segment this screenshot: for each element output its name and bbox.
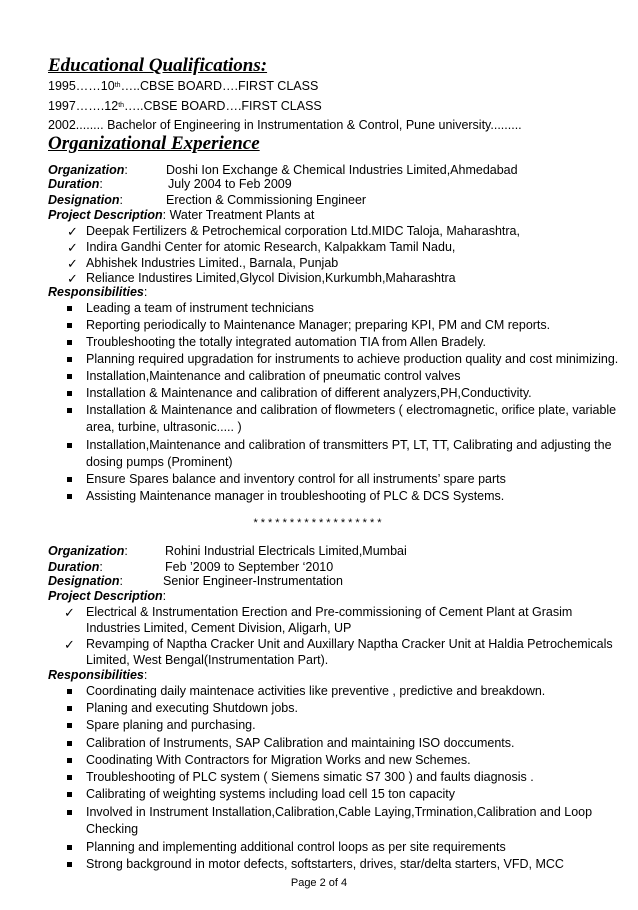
job1-designation-label: Designation: <box>48 193 124 207</box>
bullet-icon <box>67 689 72 694</box>
job1-resp-8-cont: dosing pumps (Prominent) <box>86 455 233 469</box>
check-icon: ✓ <box>67 240 78 255</box>
check-icon: ✓ <box>67 256 78 271</box>
bullet-icon <box>67 845 72 850</box>
job2-designation-label: Designation: <box>48 574 124 588</box>
job1-designation-value: Erection & Commissioning Engineer <box>166 193 367 207</box>
bullet-icon <box>67 706 72 711</box>
job2-resp-8: Involved in Instrument Installation,Calibration,Cable Laying,Trmination,Calibration and Loop <box>86 805 593 819</box>
job1-resp-7-cont: area, turbine, ultrasonic..... ) <box>86 420 242 434</box>
job2-resp-10: Strong background in motor defects, softstarters, drives, star/delta starters, VFD, MCC <box>86 857 564 871</box>
bullet-icon <box>67 374 72 379</box>
page-number: Page 2 of 4 <box>290 877 348 889</box>
job2-project-2-cont: Limited, West Bengal(Instrumentation Part). <box>86 653 329 667</box>
job1-resp-6: Installation & Maintenance and calibration of different analyzers,PH,Conductivity. <box>86 386 532 400</box>
job2-org-label: Organization: <box>48 544 128 558</box>
bullet-icon <box>67 494 72 499</box>
bullet-icon <box>67 323 72 328</box>
job1-project-3: Abhishek Industries Limited., Barnala, Punjab <box>86 256 339 270</box>
job1-org-label: Organization: <box>48 163 128 177</box>
job2-resp-7: Calibrating of weighting systems including load cell 15 ton capacity <box>86 787 455 801</box>
job1-resp-8: Installation,Maintenance and calibration of transmitters PT, LT, TT, Calibrating and adjusting the <box>86 438 612 452</box>
bullet-icon <box>67 477 72 482</box>
job2-project-2: Revamping of Naptha Cracker Unit and Auxillary Naptha Cracker Unit at Haldia Petrochemicals <box>86 637 613 651</box>
job2-responsibilities-label: Responsibilities: <box>48 668 148 682</box>
job1-resp-5: Installation,Maintenance and calibration of pneumatic control valves <box>86 369 461 383</box>
bullet-icon <box>67 775 72 780</box>
experience-heading: Organizational Experience <box>48 133 260 154</box>
job1-resp-9: Ensure Spares balance and inventory control for all instruments’ spare parts <box>86 472 506 486</box>
job2-duration-label: Duration: <box>48 560 103 574</box>
job2-resp-4: Calibration of Instruments, SAP Calibration and maintaining ISO doccuments. <box>86 736 515 750</box>
job1-org-value: Doshi Ion Exchange & Chemical Industries Limited,Ahmedabad <box>166 163 518 177</box>
job2-resp-8-cont: Checking <box>86 822 139 836</box>
education-item-3: 2002........ Bachelor of Engineering in Instrumentation & Control, Pune university......... <box>48 118 522 132</box>
job1-resp-1: Leading a team of instrument technicians <box>86 301 314 315</box>
bullet-icon <box>67 810 72 815</box>
job1-project-description: Project Description: Water Treatment Plants at <box>48 208 315 222</box>
job2-project-1-cont: Industries Limited, Cement Division, Aligarh, UP <box>86 621 352 635</box>
job2-duration-value: Feb ’2009 to September ‘2010 <box>165 560 334 574</box>
check-icon: ✓ <box>64 605 75 620</box>
job1-project-2: Indira Gandhi Center for atomic Research, Kalpakkam Tamil Nadu, <box>86 240 456 254</box>
job1-duration-label: Duration: <box>48 177 103 191</box>
education-item-2: 1997…….12th…..CBSE BOARD….FIRST CLASS <box>48 99 322 113</box>
job2-resp-6: Troubleshooting of PLC system ( Siemens simatic S7 300 ) and faults diagnosis . <box>86 770 534 784</box>
job1-resp-4: Planning required upgradation for instruments to achieve production quality and cost minimizing. <box>86 352 619 366</box>
bullet-icon <box>67 408 72 413</box>
section-separator: ****************** <box>253 517 385 529</box>
job2-resp-3: Spare planing and purchasing. <box>86 718 256 732</box>
bullet-icon <box>67 792 72 797</box>
job2-org-value: Rohini Industrial Electricals Limited,Mumbai <box>165 544 407 558</box>
job1-resp-3: Troubleshooting the totally integrated automation TIA from Allen Bradely. <box>86 335 486 349</box>
job1-project-4: Reliance Industires Limited,Glycol Division,Kurkumbh,Maharashtra <box>86 271 456 285</box>
job2-resp-2: Planing and executing Shutdown jobs. <box>86 701 298 715</box>
job1-project-1: Deepak Fertilizers & Petrochemical corporation Ltd.MIDC Taloja, Maharashtra, <box>86 224 520 238</box>
job2-project-1: Electrical & Instrumentation Erection and Pre-commissioning of Cement Plant at Grasim <box>86 605 573 619</box>
bullet-icon <box>67 862 72 867</box>
job2-resp-1: Coordinating daily maintenace activities like preventive , predictive and breakdown. <box>86 684 546 698</box>
job1-resp-7: Installation & Maintenance and calibration of flowmeters ( electromagnetic, orifice plate, variable <box>86 403 617 417</box>
job2-resp-5: Coodinating With Contractors for Migration Works and new Schemes. <box>86 753 471 767</box>
bullet-icon <box>67 758 72 763</box>
bullet-icon <box>67 306 72 311</box>
check-icon: ✓ <box>67 224 78 239</box>
job2-designation-value: Senior Engineer-Instrumentation <box>163 574 343 588</box>
check-icon: ✓ <box>64 637 75 652</box>
job1-responsibilities-label: Responsibilities: <box>48 285 148 299</box>
job1-resp-10: Assisting Maintenance manager in troubleshooting of PLC & DCS Systems. <box>86 489 505 503</box>
job2-resp-9: Planning and implementing additional control loops as per site requirements <box>86 840 506 854</box>
bullet-icon <box>67 723 72 728</box>
bullet-icon <box>67 340 72 345</box>
job1-resp-2: Reporting periodically to Maintenance Manager; preparing KPI, PM and CM reports. <box>86 318 551 332</box>
education-item-1: 1995……10th…..CBSE BOARD….FIRST CLASS <box>48 79 319 93</box>
job1-duration-value: July 2004 to Feb 2009 <box>168 177 292 191</box>
check-icon: ✓ <box>67 271 78 286</box>
bullet-icon <box>67 741 72 746</box>
education-heading: Educational Qualifications: <box>48 55 268 76</box>
bullet-icon <box>67 391 72 396</box>
bullet-icon <box>67 357 72 362</box>
bullet-icon <box>67 443 72 448</box>
job2-project-description-label: Project Description: <box>48 589 167 603</box>
